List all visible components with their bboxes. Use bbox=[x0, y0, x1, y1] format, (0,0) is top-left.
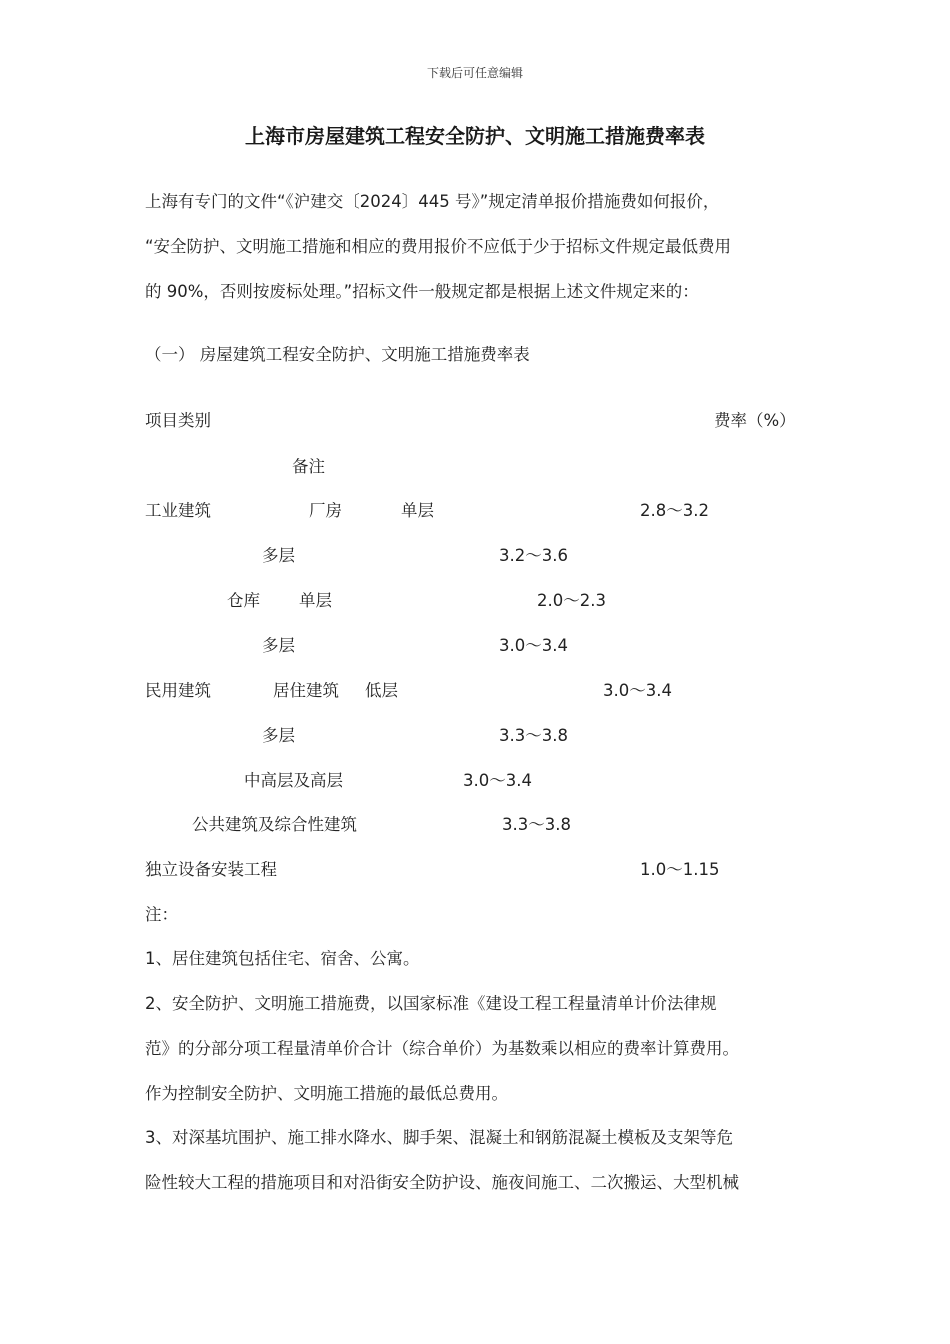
row-type: 低层 bbox=[365, 681, 398, 700]
row-subcategory: 仓库 bbox=[227, 591, 260, 610]
note-line: 2、安全防护、文明施工措施费，以国家标准《建设工程工程量清单计价法律规 bbox=[145, 994, 717, 1013]
row-rate: 3.3～3.8 bbox=[502, 815, 571, 834]
note-line: 范》的分部分项工程量清单价合计（综合单价）为基数乘以相应的费率计算费用。 bbox=[145, 1039, 739, 1058]
row-category: 独立设备安装工程 bbox=[145, 860, 277, 879]
note-line: 1、居住建筑包括住宅、宿舍、公寓。 bbox=[145, 949, 420, 968]
section-heading: （一） 房屋建筑工程安全防护、文明施工措施费率表 bbox=[145, 345, 530, 364]
row-rate: 3.0～3.4 bbox=[499, 636, 568, 655]
row-rate: 1.0～1.15 bbox=[640, 860, 720, 879]
row-rate: 3.0～3.4 bbox=[603, 681, 672, 700]
header-note: 下载后可任意编辑 bbox=[426, 66, 523, 80]
row-category: 民用建筑 bbox=[145, 681, 211, 700]
row-type: 单层 bbox=[401, 501, 434, 520]
row-subcategory: 厂房 bbox=[309, 501, 342, 520]
intro-line: “安全防护、文明施工措施和相应的费用报价不应低于少于招标文件规定最低费用 bbox=[145, 237, 732, 256]
row-type: 单层 bbox=[299, 591, 332, 610]
row-rate: 2.8～3.2 bbox=[640, 501, 709, 520]
row-rate: 3.2～3.6 bbox=[499, 546, 568, 565]
row-type: 多层 bbox=[262, 636, 295, 655]
note-line: 作为控制安全防护、文明施工措施的最低总费用。 bbox=[145, 1084, 508, 1103]
table-header-category: 项目类别 bbox=[145, 411, 211, 430]
note-line: 险性较大工程的措施项目和对沿街安全防护设、施夜间施工、二次搬运、大型机械 bbox=[145, 1173, 739, 1192]
intro-line: 的 90%，否则按废标处理。”招标文件一般规定都是根据上述文件规定来的： bbox=[145, 282, 699, 301]
row-type: 多层 bbox=[262, 546, 295, 565]
row-subcategory: 公共建筑及综合性建筑 bbox=[192, 815, 357, 834]
row-type: 中高层及高层 bbox=[244, 771, 343, 790]
note-line: 3、对深基坑围护、施工排水降水、脚手架、混凝土和钢筋混凝土模板及支架等危 bbox=[145, 1128, 733, 1147]
row-rate: 3.0～3.4 bbox=[463, 771, 532, 790]
notes-label: 注： bbox=[145, 905, 178, 924]
table-header-remarks: 备注 bbox=[292, 457, 325, 476]
row-rate: 2.0～2.3 bbox=[537, 591, 606, 610]
row-type: 多层 bbox=[262, 726, 295, 745]
table-header-rate: 费率（%） bbox=[714, 411, 796, 430]
document-title: 上海市房屋建筑工程安全防护、文明施工措施费率表 bbox=[245, 124, 705, 148]
row-category: 工业建筑 bbox=[145, 501, 211, 520]
intro-line: 上海有专门的文件“《沪建交〔2024〕445 号》”规定清单报价措施费如何报价， bbox=[145, 192, 720, 211]
row-subcategory: 居住建筑 bbox=[273, 681, 339, 700]
row-rate: 3.3～3.8 bbox=[499, 726, 568, 745]
